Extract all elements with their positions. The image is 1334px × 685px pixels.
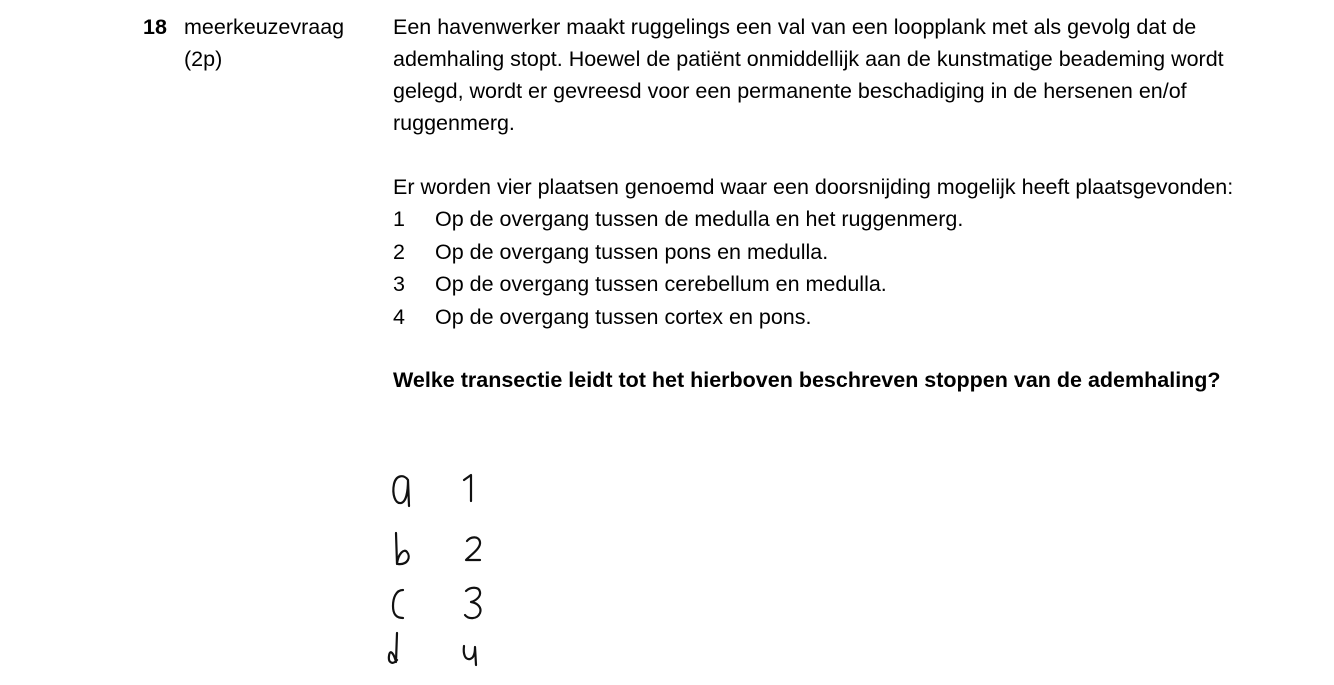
question-number: 18 [143, 15, 167, 39]
option-number: 3 [393, 272, 405, 296]
question-type: meerkeuzevraag [184, 15, 345, 39]
question-points: (2p) [184, 47, 223, 71]
question-body [393, 11, 1293, 396]
handwritten-number-2 [466, 537, 480, 560]
option-number: 1 [393, 207, 405, 231]
handwritten-answers [386, 466, 506, 676]
option-text: Op de overgang tussen pons en medulla. [435, 239, 829, 264]
handwritten-letter-a [393, 476, 409, 506]
handwritten-number-3 [465, 588, 481, 618]
handwritten-number-4 [464, 646, 476, 665]
handwritten-number-1 [464, 475, 471, 501]
option-text: Op de overgang tussen de medulla en het ruggenmerg. [435, 207, 964, 231]
option-number: 4 [393, 304, 405, 329]
option-text: Op de overgang tussen cerebellum en medulla. [435, 272, 887, 296]
handwritten-letter-d [389, 633, 397, 663]
option-list [393, 203, 1293, 333]
option-text: Op de overgang tussen cortex en pons. [435, 304, 812, 329]
question-prompt: Welke transectie leidt tot het hierboven beschreven stoppen van de ademhaling? [393, 368, 1221, 392]
list-item [393, 268, 1293, 301]
list-item [393, 203, 1293, 236]
handwritten-letter-b [396, 533, 409, 564]
list-item [393, 236, 1293, 269]
list-item [393, 301, 1293, 334]
handwritten-letter-c [393, 590, 403, 618]
scenario-paragraph: Een havenwerker maakt ruggelings een val van een loopplank met als gevolg dat de ademhaling stopt. Hoewel de patiënt onmiddellijk aan de kunstmatige beademing wordt gelegd, wordt er gevreesd voor een permanente beschadiging in de hersenen en/of ruggenmerg. [393, 15, 1224, 135]
intro-paragraph: Er worden vier plaatsen genoemd waar een doorsnijding mogelijk heeft plaatsgevonden: [393, 175, 1234, 199]
option-number: 2 [393, 239, 405, 264]
